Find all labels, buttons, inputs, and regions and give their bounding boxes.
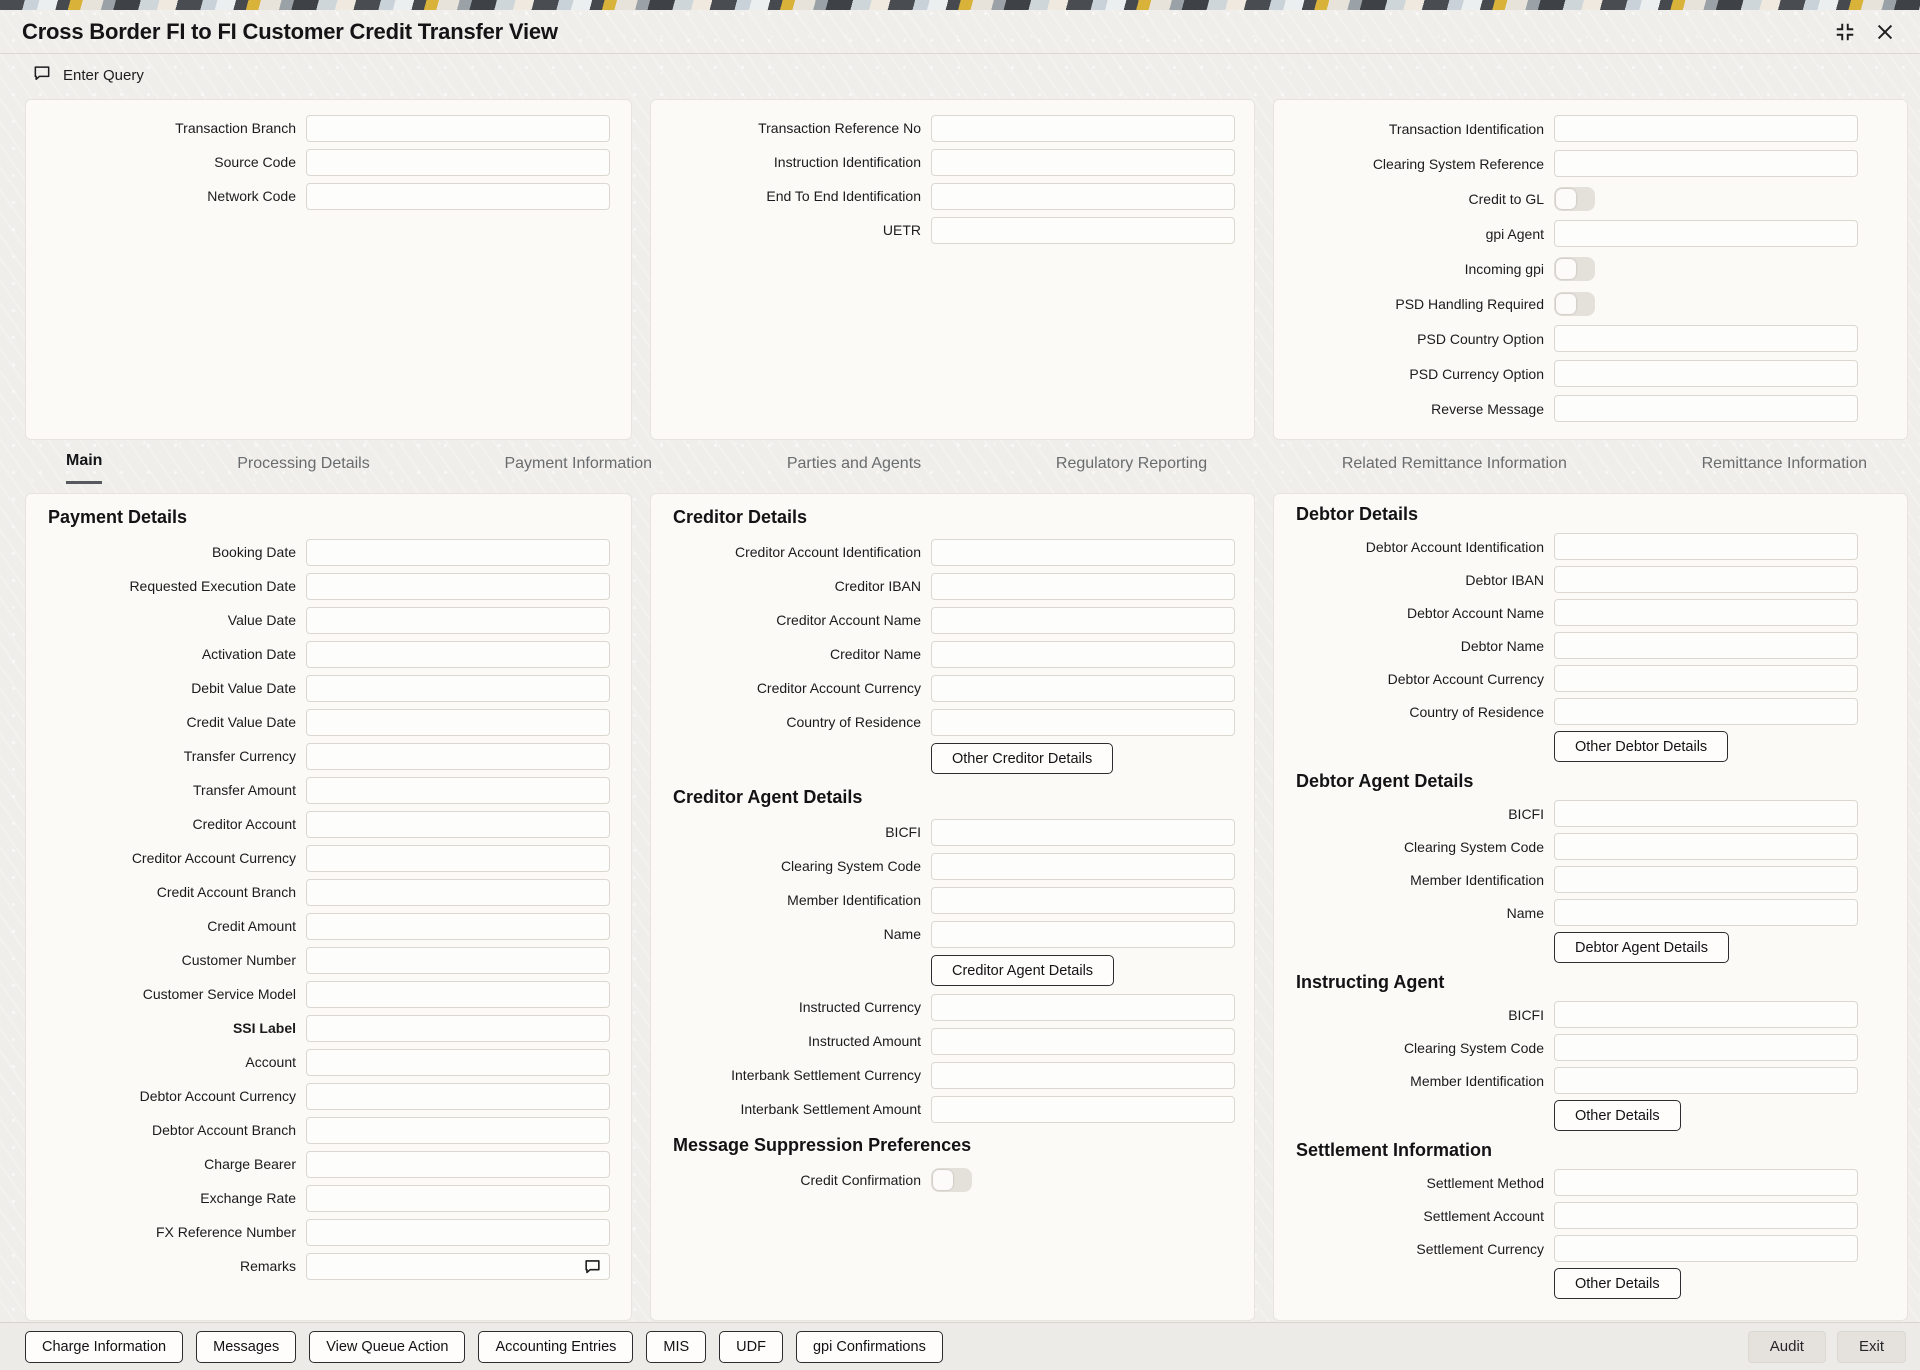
debtor-name-input[interactable] — [1554, 632, 1858, 659]
customer-service-model-label: Customer Service Model — [142, 986, 296, 1002]
instructing-agent-clearing-system-code-label: Clearing System Code — [1403, 1039, 1544, 1056]
debtor-agent-clearing-system-code-label: Clearing System Code — [1403, 838, 1544, 855]
value-date-label: Value Date — [227, 612, 296, 628]
settlement-method-input[interactable] — [1554, 1169, 1858, 1196]
ssi-label-input[interactable] — [306, 1015, 610, 1042]
creditor-country-of-residence-input[interactable] — [931, 709, 1235, 736]
tab-main[interactable]: Main — [66, 452, 102, 484]
instructing-agent-clearing-system-code-input[interactable] — [1554, 1034, 1858, 1061]
creditor-account-input[interactable] — [306, 811, 610, 838]
uetr-input[interactable] — [931, 217, 1235, 244]
reference-panel — [650, 99, 1255, 440]
gpi-agent-input[interactable] — [1554, 220, 1858, 247]
credit-amount-input[interactable] — [306, 913, 610, 940]
debtor-name-label: Debtor Name — [1460, 637, 1544, 654]
creditor-account-name-input[interactable] — [931, 607, 1235, 634]
payment-details-title: Payment Details — [48, 507, 188, 527]
toggle-knob — [933, 1170, 953, 1190]
fx-reference-number-input[interactable] — [306, 1219, 610, 1246]
creditor-agent-member-identification-input[interactable] — [931, 887, 1235, 914]
tab-remittance-information[interactable]: Remittance Information — [1701, 455, 1867, 472]
creditor-country-of-residence-label: Country of Residence — [786, 714, 921, 730]
customer-service-model-input[interactable] — [306, 981, 610, 1008]
tab-parties-and-agents[interactable]: Parties and Agents — [786, 455, 922, 472]
transaction-branch-input[interactable] — [306, 115, 610, 142]
tab-regulatory-reporting[interactable]: Regulatory Reporting — [1055, 455, 1208, 472]
debtor-account-currency-input[interactable] — [306, 1083, 610, 1110]
customer-number-label: Customer Number — [181, 952, 296, 968]
messages-button[interactable]: Messages — [196, 1331, 296, 1363]
debtor-country-of-residence-label: Country of Residence — [1409, 703, 1544, 720]
psd-handling-required-label: PSD Handling Required — [1395, 295, 1544, 312]
creditor-name-input[interactable] — [931, 641, 1235, 668]
exchange-rate-label: Exchange Rate — [200, 1190, 296, 1206]
credit-account-branch-label: Credit Account Branch — [156, 884, 296, 900]
debtor-account-name-input[interactable] — [1554, 599, 1858, 626]
settlement-other-details-button[interactable]: Other Details — [1554, 1268, 1681, 1299]
activation-date-input[interactable] — [306, 641, 610, 668]
tab-related-remittance-information[interactable]: Related Remittance Information — [1341, 455, 1567, 472]
clearing-system-reference-label: Clearing System Reference — [1372, 155, 1544, 172]
transaction-panel — [25, 99, 632, 440]
interbank-settlement-amount-label: Interbank Settlement Amount — [740, 1101, 921, 1117]
creditor-account-label: Creditor Account — [192, 816, 296, 832]
footer-exit-actions — [1748, 1331, 1906, 1363]
remarks-label: Remarks — [239, 1258, 296, 1274]
clearing-system-reference-input[interactable] — [1554, 150, 1858, 177]
instruction-identification-label: Instruction Identification — [773, 154, 921, 170]
main-panels — [0, 484, 1920, 1321]
debtor-account-currency-label: Debtor Account Currency — [139, 1088, 296, 1104]
settlement-account-input[interactable] — [1554, 1202, 1858, 1229]
credit-account-branch-input[interactable] — [306, 879, 610, 906]
debtor-agent-details-button[interactable]: Debtor Agent Details — [1554, 932, 1729, 963]
titlebar — [0, 10, 1920, 54]
creditor-agent-name-label: Name — [883, 926, 921, 942]
other-debtor-details-button[interactable]: Other Debtor Details — [1554, 731, 1728, 762]
settlement-information-title: Settlement Information — [1296, 1140, 1493, 1160]
window-controls — [1834, 21, 1896, 43]
instructed-amount-label: Instructed Amount — [808, 1033, 921, 1049]
instructing-agent-bicfi-input[interactable] — [1554, 1001, 1858, 1028]
transaction-branch-label: Transaction Branch — [175, 120, 296, 136]
instructing-agent-other-details-button[interactable]: Other Details — [1554, 1100, 1681, 1131]
creditor-account-currency-label: Creditor Account Currency — [131, 850, 296, 866]
tab-bar — [0, 440, 1920, 484]
debtor-account-identification-label: Debtor Account Identification — [1365, 538, 1544, 555]
enter-query-label: Enter Query — [63, 66, 144, 84]
transfer-amount-label: Transfer Amount — [193, 782, 296, 798]
transfer-currency-input[interactable] — [306, 743, 610, 770]
creditor-agent-details-title: Creditor Agent Details — [673, 787, 863, 807]
mis-button[interactable]: MIS — [646, 1331, 706, 1363]
identification-panel — [1273, 99, 1908, 440]
accounting-entries-button[interactable]: Accounting Entries — [478, 1331, 633, 1363]
other-creditor-details-button[interactable]: Other Creditor Details — [931, 743, 1113, 774]
creditor-account-currency-input[interactable] — [306, 845, 610, 872]
creditor-details-account-currency-label: Creditor Account Currency — [756, 680, 921, 696]
settlement-account-label: Settlement Account — [1423, 1207, 1544, 1224]
creditor-details-account-currency-input[interactable] — [931, 675, 1235, 702]
creditor-agent-bicfi-label: BICFI — [885, 824, 921, 840]
debtor-agent-name-label: Name — [1506, 904, 1544, 921]
transfer-amount-input[interactable] — [306, 777, 610, 804]
booking-date-label: Booking Date — [211, 544, 296, 560]
message-suppression-title: Message Suppression Preferences — [673, 1135, 972, 1155]
debtor-account-branch-input[interactable] — [306, 1117, 610, 1144]
debtor-agent-clearing-system-code-input[interactable] — [1554, 833, 1858, 860]
debtor-details-account-currency-input[interactable] — [1554, 665, 1858, 692]
psd-currency-option-label: PSD Currency Option — [1409, 365, 1544, 382]
creditor-details-title: Creditor Details — [673, 507, 808, 527]
booking-date-input[interactable] — [306, 539, 610, 566]
footer-actions — [25, 1331, 943, 1363]
instructing-agent-member-identification-input[interactable] — [1554, 1067, 1858, 1094]
debtor-account-name-label: Debtor Account Name — [1407, 604, 1544, 621]
debit-value-date-input[interactable] — [306, 675, 610, 702]
account-label: Account — [245, 1054, 296, 1070]
instructed-currency-label: Instructed Currency — [798, 999, 921, 1015]
header-panels — [0, 93, 1920, 440]
toolbar — [0, 54, 1920, 93]
interbank-settlement-amount-input[interactable] — [931, 1096, 1235, 1123]
exit-button[interactable]: Exit — [1837, 1331, 1906, 1363]
decorative-top-strip — [0, 0, 1920, 10]
psd-country-option-label: PSD Country Option — [1417, 330, 1544, 347]
credit-confirmation-toggle[interactable] — [931, 1168, 972, 1192]
transaction-reference-no-input[interactable] — [931, 115, 1235, 142]
creditor-agent-details-button[interactable]: Creditor Agent Details — [931, 955, 1114, 986]
creditor-account-name-label: Creditor Account Name — [776, 612, 921, 628]
value-date-input[interactable] — [306, 607, 610, 634]
footer-bar — [0, 1322, 1920, 1370]
instructed-amount-input[interactable] — [931, 1028, 1235, 1055]
fx-reference-number-label: FX Reference Number — [155, 1224, 296, 1240]
creditor-account-identification-label: Creditor Account Identification — [735, 544, 921, 560]
creditor-iban-label: Creditor IBAN — [834, 578, 921, 594]
creditor-iban-input[interactable] — [931, 573, 1235, 600]
instructing-agent-member-identification-label: Member Identification — [1410, 1072, 1544, 1089]
gpi-confirmations-button[interactable]: gpi Confirmations — [796, 1331, 943, 1363]
debtor-panel — [1273, 493, 1908, 1321]
customer-number-input[interactable] — [306, 947, 610, 974]
settlement-currency-label: Settlement Currency — [1416, 1240, 1544, 1257]
page-title: Cross Border FI to FI Customer Credit Transfer View — [22, 19, 558, 44]
reverse-message-input[interactable] — [1554, 395, 1858, 422]
query-bubble-icon — [32, 63, 52, 87]
view-queue-action-button[interactable]: View Queue Action — [309, 1331, 465, 1363]
source-code-label: Source Code — [214, 154, 296, 170]
tab-payment-information[interactable]: Payment Information — [504, 455, 653, 472]
ssi-label-label: SSI Label — [232, 1020, 296, 1036]
close-icon[interactable] — [1874, 21, 1896, 43]
uetr-label: UETR — [882, 222, 921, 238]
debtor-details-title: Debtor Details — [1296, 504, 1419, 524]
instructed-currency-input[interactable] — [931, 994, 1235, 1021]
network-code-label: Network Code — [207, 188, 296, 204]
tab-processing-details[interactable]: Processing Details — [237, 455, 370, 472]
toggle-knob — [1556, 189, 1576, 209]
debtor-country-of-residence-input[interactable] — [1554, 698, 1858, 725]
debtor-agent-member-identification-label: Member Identification — [1410, 871, 1544, 888]
settlement-currency-input[interactable] — [1554, 1235, 1858, 1262]
charge-information-button[interactable]: Charge Information — [25, 1331, 183, 1363]
interbank-settlement-currency-label: Interbank Settlement Currency — [731, 1067, 921, 1083]
credit-value-date-input[interactable] — [306, 709, 610, 736]
creditor-panel — [650, 493, 1255, 1321]
credit-amount-label: Credit Amount — [207, 918, 296, 934]
incoming-gpi-toggle[interactable] — [1554, 257, 1595, 281]
gpi-agent-label: gpi Agent — [1485, 225, 1544, 242]
source-code-input[interactable] — [306, 149, 610, 176]
transfer-currency-label: Transfer Currency — [183, 748, 296, 764]
requested-execution-date-input[interactable] — [306, 573, 610, 600]
debtor-account-identification-input[interactable] — [1554, 533, 1858, 560]
creditor-agent-name-input[interactable] — [931, 921, 1235, 948]
enter-query-button[interactable] — [32, 63, 144, 87]
credit-confirmation-label: Credit Confirmation — [800, 1172, 921, 1188]
incoming-gpi-label: Incoming gpi — [1464, 260, 1544, 277]
end-to-end-identification-label: End To End Identification — [766, 188, 921, 204]
debtor-iban-label: Debtor IBAN — [1465, 571, 1544, 588]
transaction-reference-no-label: Transaction Reference No — [758, 120, 921, 136]
psd-country-option-input[interactable] — [1554, 325, 1858, 352]
debtor-account-branch-label: Debtor Account Branch — [152, 1122, 296, 1138]
charge-bearer-label: Charge Bearer — [204, 1156, 296, 1172]
credit-to-gl-label: Credit to GL — [1468, 190, 1544, 207]
creditor-name-label: Creditor Name — [829, 646, 921, 662]
debtor-details-account-currency-label: Debtor Account Currency — [1387, 670, 1544, 687]
activation-date-label: Activation Date — [201, 646, 296, 662]
debtor-agent-bicfi-input[interactable] — [1554, 800, 1858, 827]
debtor-agent-member-identification-input[interactable] — [1554, 866, 1858, 893]
reverse-message-label: Reverse Message — [1431, 400, 1544, 417]
debtor-agent-bicfi-label: BICFI — [1508, 805, 1544, 822]
psd-currency-option-input[interactable] — [1554, 360, 1858, 387]
charge-bearer-input[interactable] — [306, 1151, 610, 1178]
end-to-end-identification-input[interactable] — [931, 183, 1235, 210]
toggle-knob — [1556, 294, 1576, 314]
payment-details-panel — [25, 493, 632, 1321]
psd-handling-required-toggle[interactable] — [1554, 292, 1595, 316]
audit-button[interactable]: Audit — [1748, 1331, 1826, 1363]
creditor-agent-bicfi-input[interactable] — [931, 819, 1235, 846]
credit-to-gl-toggle[interactable] — [1554, 187, 1595, 211]
creditor-account-identification-input[interactable] — [931, 539, 1235, 566]
credit-value-date-label: Credit Value Date — [186, 714, 296, 730]
creditor-agent-clearing-system-code-label: Clearing System Code — [780, 858, 921, 874]
instruction-identification-input[interactable] — [931, 149, 1235, 176]
requested-execution-date-label: Requested Execution Date — [129, 578, 296, 594]
instructing-agent-bicfi-label: BICFI — [1508, 1006, 1544, 1023]
toggle-knob — [1556, 259, 1576, 279]
transaction-identification-label: Transaction Identification — [1388, 120, 1544, 137]
network-code-input[interactable] — [306, 183, 610, 210]
resize-icon[interactable] — [1834, 21, 1856, 43]
remarks-input[interactable] — [306, 1253, 610, 1280]
udf-button[interactable]: UDF — [719, 1331, 783, 1363]
debtor-iban-input[interactable] — [1554, 566, 1858, 593]
debit-value-date-label: Debit Value Date — [191, 680, 296, 696]
interbank-settlement-currency-input[interactable] — [931, 1062, 1235, 1089]
settlement-method-label: Settlement Method — [1426, 1174, 1544, 1191]
debtor-agent-details-title: Debtor Agent Details — [1296, 771, 1474, 791]
creditor-agent-member-identification-label: Member Identification — [787, 892, 921, 908]
creditor-agent-clearing-system-code-input[interactable] — [931, 853, 1235, 880]
exchange-rate-input[interactable] — [306, 1185, 610, 1212]
debtor-agent-name-input[interactable] — [1554, 899, 1858, 926]
transaction-identification-input[interactable] — [1554, 115, 1858, 142]
instructing-agent-title: Instructing Agent — [1296, 972, 1445, 992]
account-input[interactable] — [306, 1049, 610, 1076]
remarks-bubble-icon[interactable] — [583, 1257, 602, 1281]
